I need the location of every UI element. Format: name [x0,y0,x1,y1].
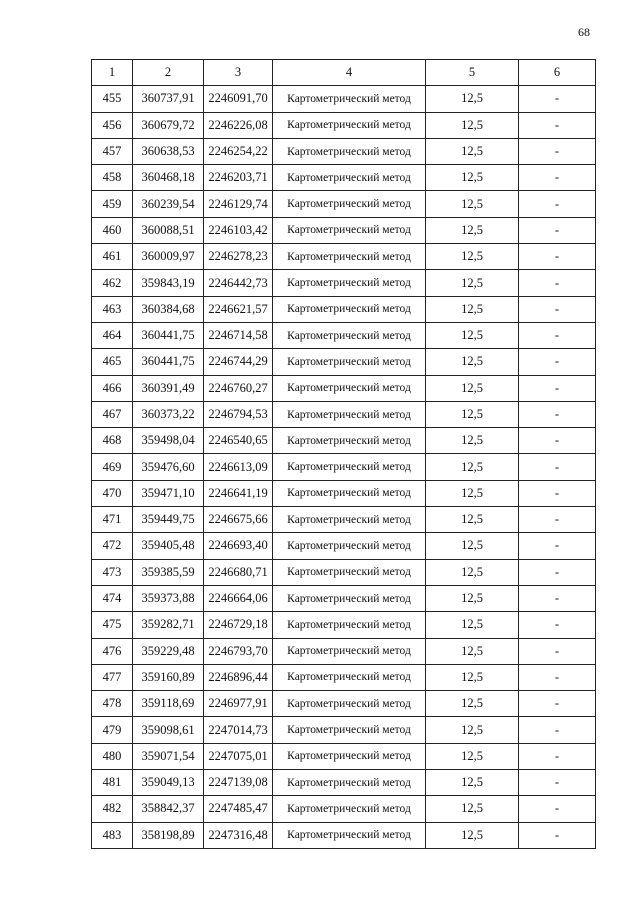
accuracy-cell: 12,5 [426,612,519,638]
point-number-cell: 480 [92,743,133,769]
note-cell: - [519,691,596,717]
table-body [92,86,596,849]
method-cell: Картометрический метод [273,217,426,243]
point-number-cell: 479 [92,717,133,743]
y-coordinate-cell: 2247075,01 [204,743,273,769]
x-coordinate-cell: 360638,53 [133,138,204,164]
note-cell: - [519,585,596,611]
note-cell: - [519,770,596,796]
accuracy-cell: 12,5 [426,717,519,743]
x-coordinate-cell: 359049,13 [133,770,204,796]
accuracy-cell: 12,5 [426,112,519,138]
x-coordinate-cell: 359229,48 [133,638,204,664]
method-cell: Картометрический метод [273,480,426,506]
column-header-3: 3 [204,60,273,86]
note-cell: - [519,270,596,296]
y-coordinate-cell: 2246693,40 [204,533,273,559]
point-number-cell: 459 [92,191,133,217]
x-coordinate-cell: 360239,54 [133,191,204,217]
method-cell: Картометрический метод [273,691,426,717]
method-cell: Картометрический метод [273,559,426,585]
point-number-cell: 468 [92,428,133,454]
table-row [92,691,596,717]
accuracy-cell: 12,5 [426,401,519,427]
method-cell: Картометрический метод [273,165,426,191]
page-number: 68 [578,25,590,39]
table-row [92,86,596,112]
y-coordinate-cell: 2246091,70 [204,86,273,112]
table-row [92,270,596,296]
note-cell: - [519,165,596,191]
accuracy-cell: 12,5 [426,743,519,769]
y-coordinate-cell: 2246744,29 [204,349,273,375]
accuracy-cell: 12,5 [426,165,519,191]
point-number-cell: 465 [92,349,133,375]
point-number-cell: 474 [92,585,133,611]
method-cell: Картометрический метод [273,322,426,348]
note-cell: - [519,454,596,480]
x-coordinate-cell: 359373,88 [133,585,204,611]
note-cell: - [519,401,596,427]
method-cell: Картометрический метод [273,533,426,559]
method-cell: Картометрический метод [273,375,426,401]
table-row [92,796,596,822]
method-cell: Картометрический метод [273,638,426,664]
note-cell: - [519,322,596,348]
point-number-cell: 460 [92,217,133,243]
y-coordinate-cell: 2246977,91 [204,691,273,717]
table-row [92,717,596,743]
point-number-cell: 470 [92,480,133,506]
point-number-cell: 481 [92,770,133,796]
x-coordinate-cell: 360391,49 [133,375,204,401]
x-coordinate-cell: 359498,04 [133,428,204,454]
method-cell: Картометрический метод [273,743,426,769]
accuracy-cell: 12,5 [426,191,519,217]
column-header-2: 2 [133,60,204,86]
x-coordinate-cell: 359098,61 [133,717,204,743]
accuracy-cell: 12,5 [426,454,519,480]
coordinates-table [91,59,596,849]
method-cell: Картометрический метод [273,270,426,296]
y-coordinate-cell: 2246794,53 [204,401,273,427]
x-coordinate-cell: 358842,37 [133,796,204,822]
y-coordinate-cell: 2246714,58 [204,322,273,348]
point-number-cell: 476 [92,638,133,664]
note-cell: - [519,191,596,217]
method-cell: Картометрический метод [273,454,426,480]
note-cell: - [519,375,596,401]
table-row [92,296,596,322]
accuracy-cell: 12,5 [426,638,519,664]
accuracy-cell: 12,5 [426,796,519,822]
table-row [92,612,596,638]
y-coordinate-cell: 2246226,08 [204,112,273,138]
point-number-cell: 483 [92,822,133,848]
x-coordinate-cell: 359449,75 [133,507,204,533]
note-cell: - [519,717,596,743]
y-coordinate-cell: 2247139,08 [204,770,273,796]
y-coordinate-cell: 2246680,71 [204,559,273,585]
table-row [92,349,596,375]
x-coordinate-cell: 359843,19 [133,270,204,296]
table-row [92,507,596,533]
method-cell: Картометрический метод [273,349,426,375]
note-cell: - [519,533,596,559]
point-number-cell: 478 [92,691,133,717]
method-cell: Картометрический метод [273,717,426,743]
y-coordinate-cell: 2246896,44 [204,664,273,690]
point-number-cell: 462 [92,270,133,296]
point-number-cell: 475 [92,612,133,638]
method-cell: Картометрический метод [273,664,426,690]
column-header-1: 1 [92,60,133,86]
accuracy-cell: 12,5 [426,322,519,348]
method-cell: Картометрический метод [273,401,426,427]
point-number-cell: 477 [92,664,133,690]
x-coordinate-cell: 358198,89 [133,822,204,848]
point-number-cell: 466 [92,375,133,401]
table-row [92,770,596,796]
method-cell: Картометрический метод [273,612,426,638]
x-coordinate-cell: 360441,75 [133,349,204,375]
table-row [92,743,596,769]
y-coordinate-cell: 2246129,74 [204,191,273,217]
accuracy-cell: 12,5 [426,296,519,322]
table-row [92,428,596,454]
accuracy-cell: 12,5 [426,770,519,796]
x-coordinate-cell: 360737,91 [133,86,204,112]
y-coordinate-cell: 2247485,47 [204,796,273,822]
method-cell: Картометрический метод [273,191,426,217]
accuracy-cell: 12,5 [426,428,519,454]
point-number-cell: 458 [92,165,133,191]
y-coordinate-cell: 2246540,65 [204,428,273,454]
point-number-cell: 467 [92,401,133,427]
accuracy-cell: 12,5 [426,375,519,401]
accuracy-cell: 12,5 [426,138,519,164]
accuracy-cell: 12,5 [426,533,519,559]
method-cell: Картометрический метод [273,585,426,611]
note-cell: - [519,86,596,112]
point-number-cell: 472 [92,533,133,559]
table-row [92,217,596,243]
note-cell: - [519,296,596,322]
point-number-cell: 457 [92,138,133,164]
note-cell: - [519,217,596,243]
accuracy-cell: 12,5 [426,822,519,848]
table-row [92,322,596,348]
note-cell: - [519,796,596,822]
accuracy-cell: 12,5 [426,244,519,270]
table-row [92,375,596,401]
y-coordinate-cell: 2247316,48 [204,822,273,848]
x-coordinate-cell: 360088,51 [133,217,204,243]
x-coordinate-cell: 359476,60 [133,454,204,480]
method-cell: Картометрический метод [273,796,426,822]
column-header-6: 6 [519,60,596,86]
y-coordinate-cell: 2246613,09 [204,454,273,480]
column-header-4: 4 [273,60,426,86]
method-cell: Картометрический метод [273,507,426,533]
x-coordinate-cell: 360373,22 [133,401,204,427]
y-coordinate-cell: 2246641,19 [204,480,273,506]
point-number-cell: 456 [92,112,133,138]
table-row [92,454,596,480]
method-cell: Картометрический метод [273,244,426,270]
table-row [92,533,596,559]
accuracy-cell: 12,5 [426,480,519,506]
column-header-5: 5 [426,60,519,86]
method-cell: Картометрический метод [273,770,426,796]
method-cell: Картометрический метод [273,822,426,848]
x-coordinate-cell: 360441,75 [133,322,204,348]
accuracy-cell: 12,5 [426,585,519,611]
table-row [92,664,596,690]
y-coordinate-cell: 2246203,71 [204,165,273,191]
note-cell: - [519,138,596,164]
note-cell: - [519,349,596,375]
accuracy-cell: 12,5 [426,86,519,112]
x-coordinate-cell: 359071,54 [133,743,204,769]
y-coordinate-cell: 2246103,42 [204,217,273,243]
table-row [92,165,596,191]
point-number-cell: 482 [92,796,133,822]
table-row [92,112,596,138]
accuracy-cell: 12,5 [426,691,519,717]
note-cell: - [519,743,596,769]
method-cell: Картометрический метод [273,138,426,164]
y-coordinate-cell: 2246621,57 [204,296,273,322]
accuracy-cell: 12,5 [426,507,519,533]
note-cell: - [519,112,596,138]
table-header-row [92,60,596,86]
accuracy-cell: 12,5 [426,349,519,375]
x-coordinate-cell: 359385,59 [133,559,204,585]
point-number-cell: 473 [92,559,133,585]
table-row [92,822,596,848]
x-coordinate-cell: 360009,97 [133,244,204,270]
y-coordinate-cell: 2246254,22 [204,138,273,164]
table-row [92,559,596,585]
accuracy-cell: 12,5 [426,559,519,585]
note-cell: - [519,822,596,848]
x-coordinate-cell: 359471,10 [133,480,204,506]
table-row [92,244,596,270]
y-coordinate-cell: 2246675,66 [204,507,273,533]
y-coordinate-cell: 2247014,73 [204,717,273,743]
table-row [92,585,596,611]
x-coordinate-cell: 360679,72 [133,112,204,138]
x-coordinate-cell: 359160,89 [133,664,204,690]
y-coordinate-cell: 2246664,06 [204,585,273,611]
method-cell: Картометрический метод [273,86,426,112]
point-number-cell: 469 [92,454,133,480]
point-number-cell: 464 [92,322,133,348]
table-row [92,138,596,164]
method-cell: Картометрический метод [273,428,426,454]
point-number-cell: 463 [92,296,133,322]
x-coordinate-cell: 359118,69 [133,691,204,717]
table-row [92,480,596,506]
note-cell: - [519,638,596,664]
x-coordinate-cell: 360384,68 [133,296,204,322]
point-number-cell: 455 [92,86,133,112]
y-coordinate-cell: 2246278,23 [204,244,273,270]
table-row [92,638,596,664]
y-coordinate-cell: 2246793,70 [204,638,273,664]
note-cell: - [519,428,596,454]
x-coordinate-cell: 359282,71 [133,612,204,638]
x-coordinate-cell: 360468,18 [133,165,204,191]
point-number-cell: 461 [92,244,133,270]
point-number-cell: 471 [92,507,133,533]
y-coordinate-cell: 2246760,27 [204,375,273,401]
y-coordinate-cell: 2246442,73 [204,270,273,296]
note-cell: - [519,559,596,585]
note-cell: - [519,664,596,690]
x-coordinate-cell: 359405,48 [133,533,204,559]
accuracy-cell: 12,5 [426,217,519,243]
table-row [92,191,596,217]
table-row [92,401,596,427]
note-cell: - [519,244,596,270]
accuracy-cell: 12,5 [426,664,519,690]
accuracy-cell: 12,5 [426,270,519,296]
note-cell: - [519,612,596,638]
method-cell: Картометрический метод [273,296,426,322]
y-coordinate-cell: 2246729,18 [204,612,273,638]
note-cell: - [519,480,596,506]
method-cell: Картометрический метод [273,112,426,138]
note-cell: - [519,507,596,533]
